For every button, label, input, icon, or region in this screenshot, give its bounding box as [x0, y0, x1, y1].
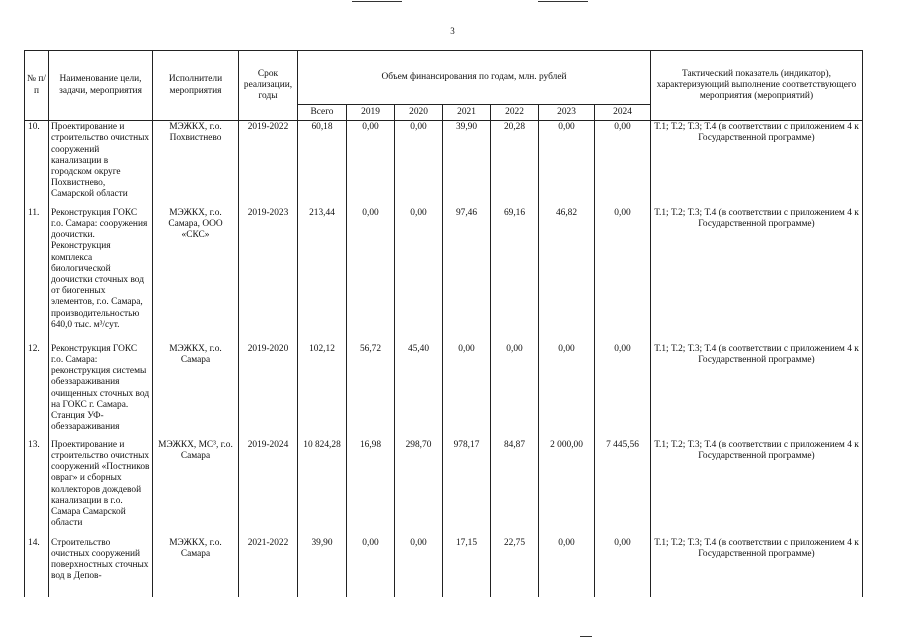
row-2020: 0,00: [395, 121, 443, 207]
row-2022: 69,16: [491, 207, 539, 343]
header-year-2019: 2019: [347, 105, 395, 121]
row-2021: 39,90: [443, 121, 491, 207]
row-2022: 20,28: [491, 121, 539, 207]
row-no: 11.: [25, 207, 49, 343]
row-2024: 0,00: [595, 121, 651, 207]
row-2024: 0,00: [595, 343, 651, 439]
row-executors: МЭЖКХ, г.о. Самара: [153, 343, 239, 439]
row-2019: 0,00: [347, 121, 395, 207]
table-row: [25, 121, 863, 207]
row-indicator: Т.1; Т.2; Т.3; Т.4 (в соответствии с приложением 4 к Государственной программе): [651, 343, 863, 439]
row-2022: 84,87: [491, 439, 539, 537]
row-2020: 298,70: [395, 439, 443, 537]
header-year-2020: 2020: [395, 105, 443, 121]
header-funding: Объем финансирования по годам, млн. рублей: [298, 51, 651, 105]
row-2021: 0,00: [443, 343, 491, 439]
row-no: 13.: [25, 439, 49, 537]
row-name: Реконструкция ГОКС г.о. Самара: реконструкция системы обеззараживания очищенных сточных вод на ГОКС г. Самара. Станция УФ-обеззараживания: [49, 343, 153, 439]
row-executors: МЭЖКХ, МС³, г.о. Самара: [153, 439, 239, 537]
row-2019: 16,98: [347, 439, 395, 537]
row-term: 2019-2022: [239, 121, 298, 207]
row-2019: 0,00: [347, 207, 395, 343]
header-indicator: Тактический показатель (индикатор), характеризующий выполнение соответствующего мероприятия (мероприятий): [651, 51, 863, 121]
row-executors: МЭЖКХ, г.о. Похвистнево: [153, 121, 239, 207]
row-2021: 17,15: [443, 537, 491, 597]
row-no: 10.: [25, 121, 49, 207]
row-2024: 0,00: [595, 207, 651, 343]
row-2022: 22,75: [491, 537, 539, 597]
row-2023: 2 000,00: [539, 439, 595, 537]
row-2023: 0,00: [539, 537, 595, 597]
bottom-mark: [580, 636, 592, 637]
row-2021: 978,17: [443, 439, 491, 537]
row-2019: 56,72: [347, 343, 395, 439]
row-no: 12.: [25, 343, 49, 439]
table-row: [25, 439, 863, 537]
row-2022: 0,00: [491, 343, 539, 439]
row-2024: 0,00: [595, 537, 651, 597]
row-term: 2019-2023: [239, 207, 298, 343]
header-year-2024: 2024: [595, 105, 651, 121]
row-2023: 0,00: [539, 121, 595, 207]
row-term: 2019-2020: [239, 343, 298, 439]
row-term: 2021-2022: [239, 537, 298, 597]
top-rule-left: [352, 1, 402, 2]
row-total: 10 824,28: [298, 439, 347, 537]
row-2021: 97,46: [443, 207, 491, 343]
row-executors: МЭЖКХ, г.о. Самара, ООО «СКС»: [153, 207, 239, 343]
header-year-2023: 2023: [539, 105, 595, 121]
row-name: Реконструкция ГОКС г.о. Самара: сооружения доочистки. Реконструкция комплекса биологической доочистки сточных вод от биогенных элементов, г.о. Самара, производительностью 640,0 тыс. м³/сут.: [49, 207, 153, 343]
header-year-2021: 2021: [443, 105, 491, 121]
top-rule-right: [538, 1, 588, 2]
table-row: [25, 537, 863, 597]
row-total: 60,18: [298, 121, 347, 207]
row-term: 2019-2024: [239, 439, 298, 537]
row-indicator: Т.1; Т.2; Т.3; Т.4 (в соответствии с приложением 4 к Государственной программе): [651, 537, 863, 597]
header-no: № п/п: [25, 51, 49, 121]
row-name: Проектирование и строительство очистных сооружений канализации в городском округе Похвистнево, Самарской области: [49, 121, 153, 207]
header-year-2022: 2022: [491, 105, 539, 121]
row-2023: 46,82: [539, 207, 595, 343]
funding-table: [24, 50, 863, 597]
row-2020: 45,40: [395, 343, 443, 439]
row-total: 102,12: [298, 343, 347, 439]
row-executors: МЭЖКХ, г.о. Самара: [153, 537, 239, 597]
row-total: 213,44: [298, 207, 347, 343]
page-number: 3: [450, 26, 455, 36]
row-indicator: Т.1; Т.2; Т.3; Т.4 (в соответствии с приложением 4 к Государственной программе): [651, 121, 863, 207]
row-name: Строительство очистных сооружений поверхностных сточных вод в Депов-: [49, 537, 153, 597]
row-name: Проектирование и строительство очистных сооружений «Постников овраг» и сборных коллекторов дождевой канализации в г.о. Самара Самарской области: [49, 439, 153, 537]
row-indicator: Т.1; Т.2; Т.3; Т.4 (в соответствии с приложением 4 к Государственной программе): [651, 439, 863, 537]
row-2019: 0,00: [347, 537, 395, 597]
table-row: [25, 207, 863, 343]
row-indicator: Т.1; Т.2; Т.3; Т.4 (в соответствии с приложением 4 к Государственной программе): [651, 207, 863, 343]
row-2023: 0,00: [539, 343, 595, 439]
header-name: Наименование цели, задачи, мероприятия: [49, 51, 153, 121]
header-executors: Исполнители мероприятия: [153, 51, 239, 121]
row-2020: 0,00: [395, 537, 443, 597]
header-year-total: Всего: [298, 105, 347, 121]
table-row: [25, 343, 863, 439]
row-2024: 7 445,56: [595, 439, 651, 537]
row-2020: 0,00: [395, 207, 443, 343]
header-term: Срок реализации, годы: [239, 51, 298, 121]
row-total: 39,90: [298, 537, 347, 597]
row-no: 14.: [25, 537, 49, 597]
